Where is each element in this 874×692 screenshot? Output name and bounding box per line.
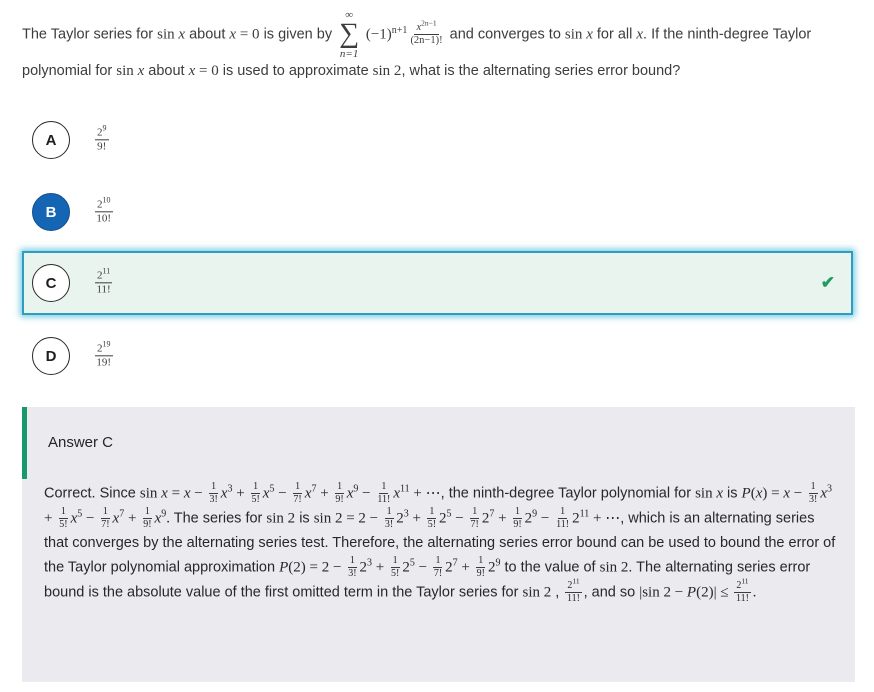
answer-explanation: Correct. Since sin x = x − $\frac{1}{3!}$ $x^3$ + $\frac{1}{5!}$ $x^5$ − $\frac{1}{7!}$ $x^7$ + $\frac{1}{9!}$ $x^9$ − $\frac{1}{11!}$ $x^{11}$ + ⋯, the ninth-degree Taylor polynomial for sin x is P(x) = x − $\frac{1}{3!}$ $x^3$ + $\frac{1}{5!}$ $x^5$ − $\frac{1}{7!}$ $x^7$ + $\frac{1}{9!}$ $x^9$. The series for sin 2 is sin 2 = 2 − $\frac{1}{3!}$ $2^3$ + $\frac{1}{5!}$ $2^5$ − $\frac{1}{7!}$ $2^7$ + $\frac{1}{9!}$ $2^9$ − $\frac{1}{11!}$ $2^{11}$ + ⋯, which is an alternating series that converges by the alternating series test. Therefore, the alternating series error bound can be used to bound the error of the Taylor polynomial approximation P(2) = 2 − $\frac{1}{3!}$ $2^3$ + $\frac{1}{5!}$ $2^5$ − $\frac{1}{7!}$ $2^7$ + $\frac{1}{9!}$ $2^9$ to the value of sin 2. The alternating series error bound is the absolute value of the first omitted term in the Taylor series for sin 2 , $\frac{2^{11}}{11!}$ , and so |sin 2 − P(2)| ≤ $\frac{2^{11}}{11!}$ . bbox=[44, 481, 836, 604]
answer-heading: Answer C bbox=[48, 434, 114, 451]
option-b-radio[interactable]: B bbox=[32, 193, 70, 231]
panel-accent-bar bbox=[22, 407, 27, 479]
option-row-c-correct[interactable] bbox=[22, 251, 853, 315]
option-row-d[interactable] bbox=[0, 334, 874, 378]
option-a-value: $\frac{2^9}{9!}$ bbox=[97, 123, 107, 153]
option-d-radio[interactable]: D bbox=[32, 337, 70, 375]
check-icon: ✔ bbox=[820, 273, 835, 292]
option-c-radio[interactable]: C bbox=[32, 264, 70, 302]
option-b-value: $\frac{2^{10}}{10!}$ bbox=[96, 195, 112, 225]
option-c-value: $\frac{2^{11}}{11!}$ bbox=[96, 266, 111, 296]
question-text: The Taylor series for sin x about x = 0 is given by ∞ ∑ n=1 $(-1)^{n+1}$ $\frac{x^{2n-1}}{(2n-1)!}$ and converges to sin x for all x. If the ninth-degree Taylor polynomial for sin x about x = 0 is used to approximate sin 2, what is the alternating series error bound? bbox=[22, 9, 812, 79]
answer-panel bbox=[22, 407, 855, 682]
option-row-b[interactable] bbox=[0, 190, 874, 234]
option-d-value: $\frac{2^{19}}{19!}$ bbox=[96, 339, 112, 369]
option-row-a[interactable] bbox=[0, 118, 874, 162]
option-a-radio[interactable]: A bbox=[32, 121, 70, 159]
